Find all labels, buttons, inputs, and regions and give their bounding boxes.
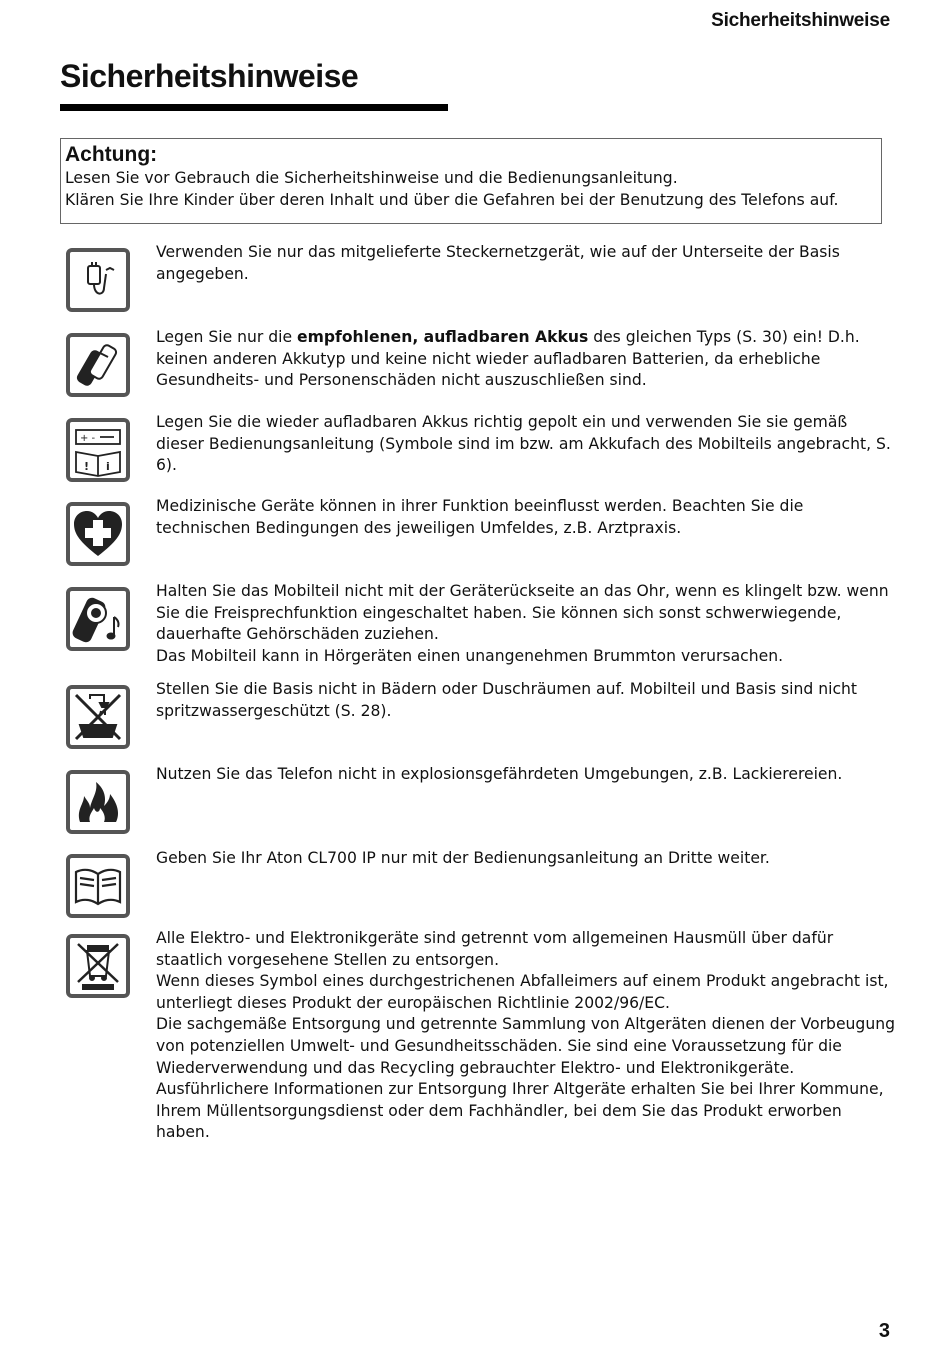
manual-book-icon bbox=[66, 854, 130, 918]
warning-line: Klären Sie Ihre Kinder über deren Inhalt und über die Gefahren bei der Benutzung des Telefons auf. bbox=[65, 191, 839, 209]
svg-text:!: ! bbox=[84, 460, 90, 473]
page-title: Sicherheitshinweise bbox=[60, 58, 359, 94]
safety-text bbox=[156, 412, 896, 477]
medical-heart-icon bbox=[66, 502, 130, 566]
safety-text bbox=[156, 242, 896, 285]
paragraph: Halten Sie das Mobilteil nicht mit der Geräterückseite an das Ohr, wenn es klingelt bzw. wenn Sie die Freisprechfunktion eingeschaltet haben. Sie können sich sonst schwerwiegende, dauerhafte Gehörschäden zuziehen. bbox=[156, 582, 889, 644]
battery-icon bbox=[66, 333, 130, 397]
page-number: 3 bbox=[878, 1320, 890, 1342]
text-run: Legen Sie nur die bbox=[156, 328, 298, 346]
paragraph: Die sachgemäße Entsorgung und getrennte Sammlung von Altgeräten dienen der Vorbeugung von potenziellen Umwelt- und Gesundheitsschäden. Sie sind eine Voraussetzung für die Wiederverwendung und das Recycling gebrauchter Elektro- und Elektronikgeräte. bbox=[156, 1015, 895, 1077]
safety-text bbox=[156, 928, 896, 1144]
title-underline bbox=[60, 104, 448, 111]
crossed-bin-icon bbox=[66, 934, 130, 998]
power-adapter-icon bbox=[66, 248, 130, 312]
paragraph: Das Mobilteil kann in Hörgeräten einen unangenehmen Brummton verursachen. bbox=[156, 646, 784, 665]
svg-text:+ -: + - bbox=[80, 433, 96, 444]
warning-heading: Achtung: bbox=[65, 143, 158, 166]
warning-box bbox=[60, 138, 882, 224]
safety-text bbox=[156, 327, 896, 392]
paragraph: Ausführlichere Informationen zur Entsorgung Ihrer Altgeräte erhalten Sie bei Ihrer Kommune, Ihrem Müllentsorgungsdienst oder dem Fachhändler, bei dem Sie das Produkt erworben haben. bbox=[156, 1080, 884, 1142]
paragraph: Wenn dieses Symbol eines durchgestrichenen Abfalleimers auf einem Produkt angebracht ist, unterliegt dieses Produkt der europäischen Richtlinie 2002/96/EC. bbox=[156, 972, 889, 1012]
battery-polarity-icon bbox=[66, 418, 130, 482]
handset-ear-icon bbox=[66, 587, 130, 651]
safety-text bbox=[156, 764, 896, 786]
warning-line: Lesen Sie vor Gebrauch die Sicherheitshinweise und die Bedienungsanleitung. bbox=[65, 169, 678, 187]
text-run: des gleichen Typs (S. 30) ein! D.h. keinen anderen Akkutyp und keine nicht wieder aufladbaren Batterien, da erhebliche Gesundheits- und Personenschäden nicht auszuschließen sind. bbox=[156, 328, 860, 390]
paragraph: Nutzen Sie das Telefon nicht in explosionsgefährdeten Umgebungen, z.B. Lackierereien. bbox=[156, 765, 843, 783]
paragraph bbox=[156, 327, 896, 392]
safety-text bbox=[156, 496, 896, 539]
safety-text bbox=[156, 679, 896, 722]
svg-text:i: i bbox=[106, 460, 110, 473]
safety-text bbox=[156, 581, 896, 667]
paragraph: Verwenden Sie nur das mitgelieferte Steckernetzgerät, wie auf der Unterseite der Basis angegeben. bbox=[156, 243, 840, 283]
paragraph: Medizinische Geräte können in ihrer Funktion beeinflusst werden. Beachten Sie die technischen Bedingungen des jeweiligen Umfeldes, z.B. Arztpraxis. bbox=[156, 497, 804, 537]
emphasis-text: empfohlenen, aufladbaren Akkus bbox=[297, 328, 589, 346]
paragraph: Alle Elektro- und Elektronikgeräte sind getrennt vom allgemeinen Hausmüll über dafür staatlich vorgesehene Stellen zu entsorgen. bbox=[156, 929, 834, 969]
paragraph: Legen Sie die wieder aufladbaren Akkus richtig gepolt ein und verwenden Sie sie gemäß dieser Bedienungsanleitung (Symbole sind im bzw. am Akkufach des Mobilteils angebracht, S. 6). bbox=[156, 413, 891, 475]
paragraph: Geben Sie Ihr Aton CL700 IP nur mit der Bedienungsanleitung an Dritte weiter. bbox=[156, 849, 770, 867]
explosion-fire-icon bbox=[66, 770, 130, 834]
running-header: Sicherheitshinweise bbox=[711, 10, 890, 31]
paragraph: Stellen Sie die Basis nicht in Bädern oder Duschräumen auf. Mobilteil und Basis sind nicht spritzwassergeschützt (S. 28). bbox=[156, 680, 858, 720]
no-shower-icon bbox=[66, 685, 130, 749]
safety-text bbox=[156, 848, 896, 870]
